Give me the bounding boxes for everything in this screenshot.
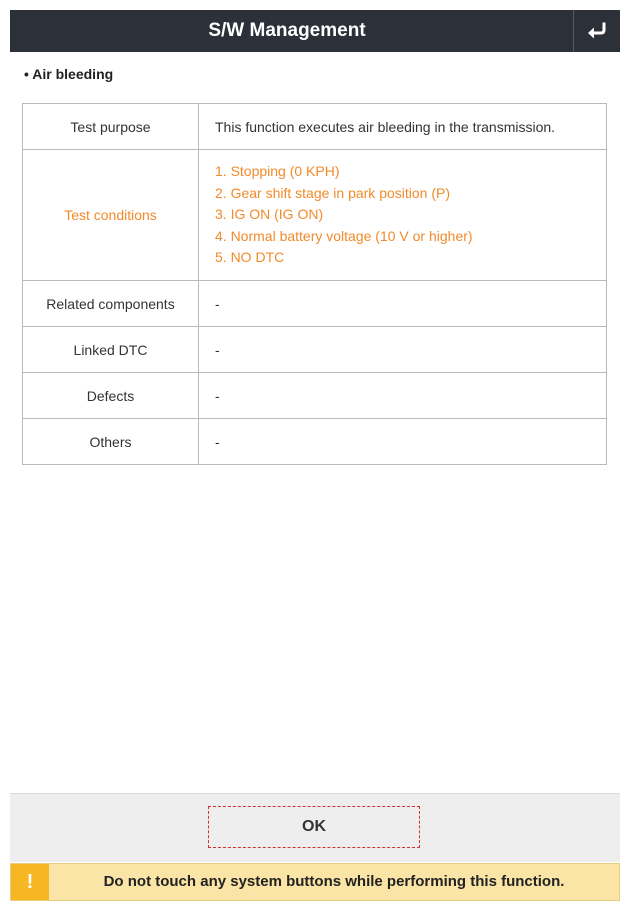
table-row [23,281,607,327]
ok-button[interactable]: OK [208,806,420,848]
condition-item: 5. NO DTC [215,249,285,266]
warning-banner [10,863,620,901]
table-row [23,419,607,465]
row-label: Test purpose [23,104,199,150]
table-row [23,104,607,150]
row-label: Others [23,419,199,465]
row-value: This function executes air bleeding in the transmission. [199,104,607,150]
bottom-action-bar [10,793,620,862]
condition-item: 4. Normal battery voltage (10 V or higher) [215,227,473,244]
test-conditions-list [199,150,607,281]
row-value: - [199,373,607,419]
return-arrow-icon [585,21,609,41]
condition-item: 2. Gear shift stage in park position (P) [215,184,450,201]
row-value: - [199,327,607,373]
row-value: - [199,281,607,327]
table-row [23,150,607,281]
row-value: - [199,419,607,465]
row-label: Linked DTC [23,327,199,373]
warning-icon: ! [11,864,49,900]
warning-text: Do not touch any system buttons while performing this function. [103,873,565,890]
row-label: Test conditions [23,150,199,281]
header-bar [10,10,620,52]
table-row [23,373,607,419]
section-label: • Air bleeding [24,66,114,82]
table-row [23,327,607,373]
page-title: S/W Management [208,20,366,41]
row-label: Defects [23,373,199,419]
condition-item: 3. IG ON (IG ON) [215,206,324,223]
row-label: Related components [23,281,199,327]
condition-item: 1. Stopping (0 KPH) [215,163,340,180]
test-info-table [22,103,607,465]
back-button[interactable] [574,10,620,52]
